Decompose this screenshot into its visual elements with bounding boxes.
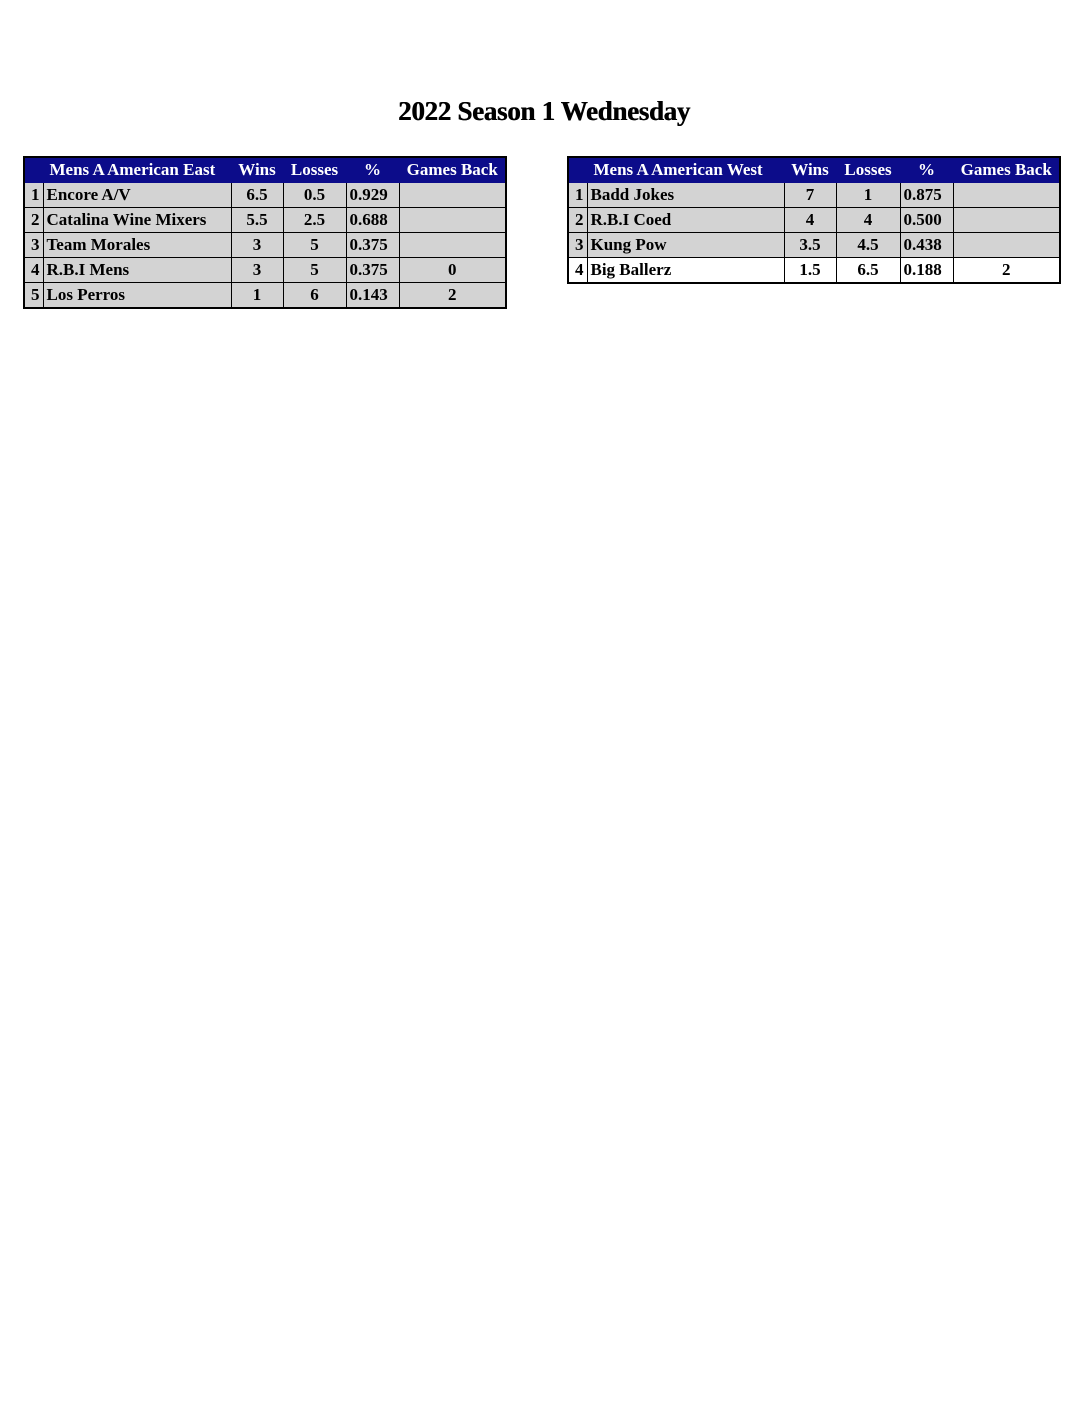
table-header-row	[568, 157, 1060, 183]
wins-header: Wins	[231, 157, 283, 183]
wins-cell: 3.5	[784, 233, 836, 258]
rank-cell: 1	[24, 183, 43, 208]
rank-cell: 1	[568, 183, 587, 208]
pct-cell: 0.875	[900, 183, 953, 208]
games-back-cell	[953, 208, 1060, 233]
table-row	[568, 208, 1060, 233]
pct-cell: 0.688	[346, 208, 399, 233]
games-back-header: Games Back	[399, 157, 506, 183]
team-cell: Team Morales	[43, 233, 231, 258]
pct-cell: 0.375	[346, 233, 399, 258]
pct-header: %	[346, 157, 399, 183]
wins-cell: 3	[231, 233, 283, 258]
team-cell: Badd Jokes	[587, 183, 784, 208]
losses-cell: 0.5	[283, 183, 346, 208]
losses-cell: 6	[283, 283, 346, 309]
team-cell: Kung Pow	[587, 233, 784, 258]
table-row	[24, 258, 506, 283]
table-row	[568, 183, 1060, 208]
wins-cell: 6.5	[231, 183, 283, 208]
rank-cell: 3	[24, 233, 43, 258]
team-cell: R.B.I Coed	[587, 208, 784, 233]
games-back-cell: 0	[399, 258, 506, 283]
rank-cell: 3	[568, 233, 587, 258]
rank-cell: 5	[24, 283, 43, 309]
wins-cell: 1	[231, 283, 283, 309]
pct-cell: 0.500	[900, 208, 953, 233]
losses-cell: 6.5	[836, 258, 900, 284]
table-header-row	[24, 157, 506, 183]
games-back-cell	[953, 233, 1060, 258]
games-back-cell	[399, 233, 506, 258]
wins-cell: 5.5	[231, 208, 283, 233]
games-back-header: Games Back	[953, 157, 1060, 183]
losses-header: Losses	[836, 157, 900, 183]
games-back-cell	[399, 208, 506, 233]
table-row	[24, 183, 506, 208]
rank-cell: 2	[568, 208, 587, 233]
rank-header	[568, 157, 587, 183]
wins-cell: 4	[784, 208, 836, 233]
wins-cell: 1.5	[784, 258, 836, 284]
table-row	[568, 233, 1060, 258]
division-name-header: Mens A American West	[587, 157, 784, 183]
losses-cell: 2.5	[283, 208, 346, 233]
games-back-cell	[953, 183, 1060, 208]
pct-cell: 0.188	[900, 258, 953, 284]
rank-cell: 2	[24, 208, 43, 233]
pct-cell: 0.143	[346, 283, 399, 309]
pct-header: %	[900, 157, 953, 183]
division-name-header: Mens A American East	[43, 157, 231, 183]
west-standings-table	[567, 156, 1061, 284]
losses-header: Losses	[283, 157, 346, 183]
team-cell: Encore A/V	[43, 183, 231, 208]
rank-cell: 4	[24, 258, 43, 283]
wins-cell: 3	[231, 258, 283, 283]
games-back-cell: 2	[399, 283, 506, 309]
losses-cell: 4	[836, 208, 900, 233]
pct-cell: 0.929	[346, 183, 399, 208]
wins-header: Wins	[784, 157, 836, 183]
games-back-cell	[399, 183, 506, 208]
pct-cell: 0.438	[900, 233, 953, 258]
table-row	[24, 233, 506, 258]
losses-cell: 4.5	[836, 233, 900, 258]
pct-cell: 0.375	[346, 258, 399, 283]
losses-cell: 5	[283, 233, 346, 258]
wins-cell: 7	[784, 183, 836, 208]
table-row	[24, 208, 506, 233]
games-back-cell: 2	[953, 258, 1060, 284]
losses-cell: 5	[283, 258, 346, 283]
rank-cell: 4	[568, 258, 587, 284]
table-row-highlighted	[568, 258, 1060, 284]
team-cell: Los Perros	[43, 283, 231, 309]
team-cell: Catalina Wine Mixers	[43, 208, 231, 233]
table-row	[24, 283, 506, 309]
team-cell: Big Ballerz	[587, 258, 784, 284]
east-standings-table	[23, 156, 507, 309]
losses-cell: 1	[836, 183, 900, 208]
page-title: 2022 Season 1 Wednesday	[398, 96, 690, 126]
rank-header	[24, 157, 43, 183]
team-cell: R.B.I Mens	[43, 258, 231, 283]
